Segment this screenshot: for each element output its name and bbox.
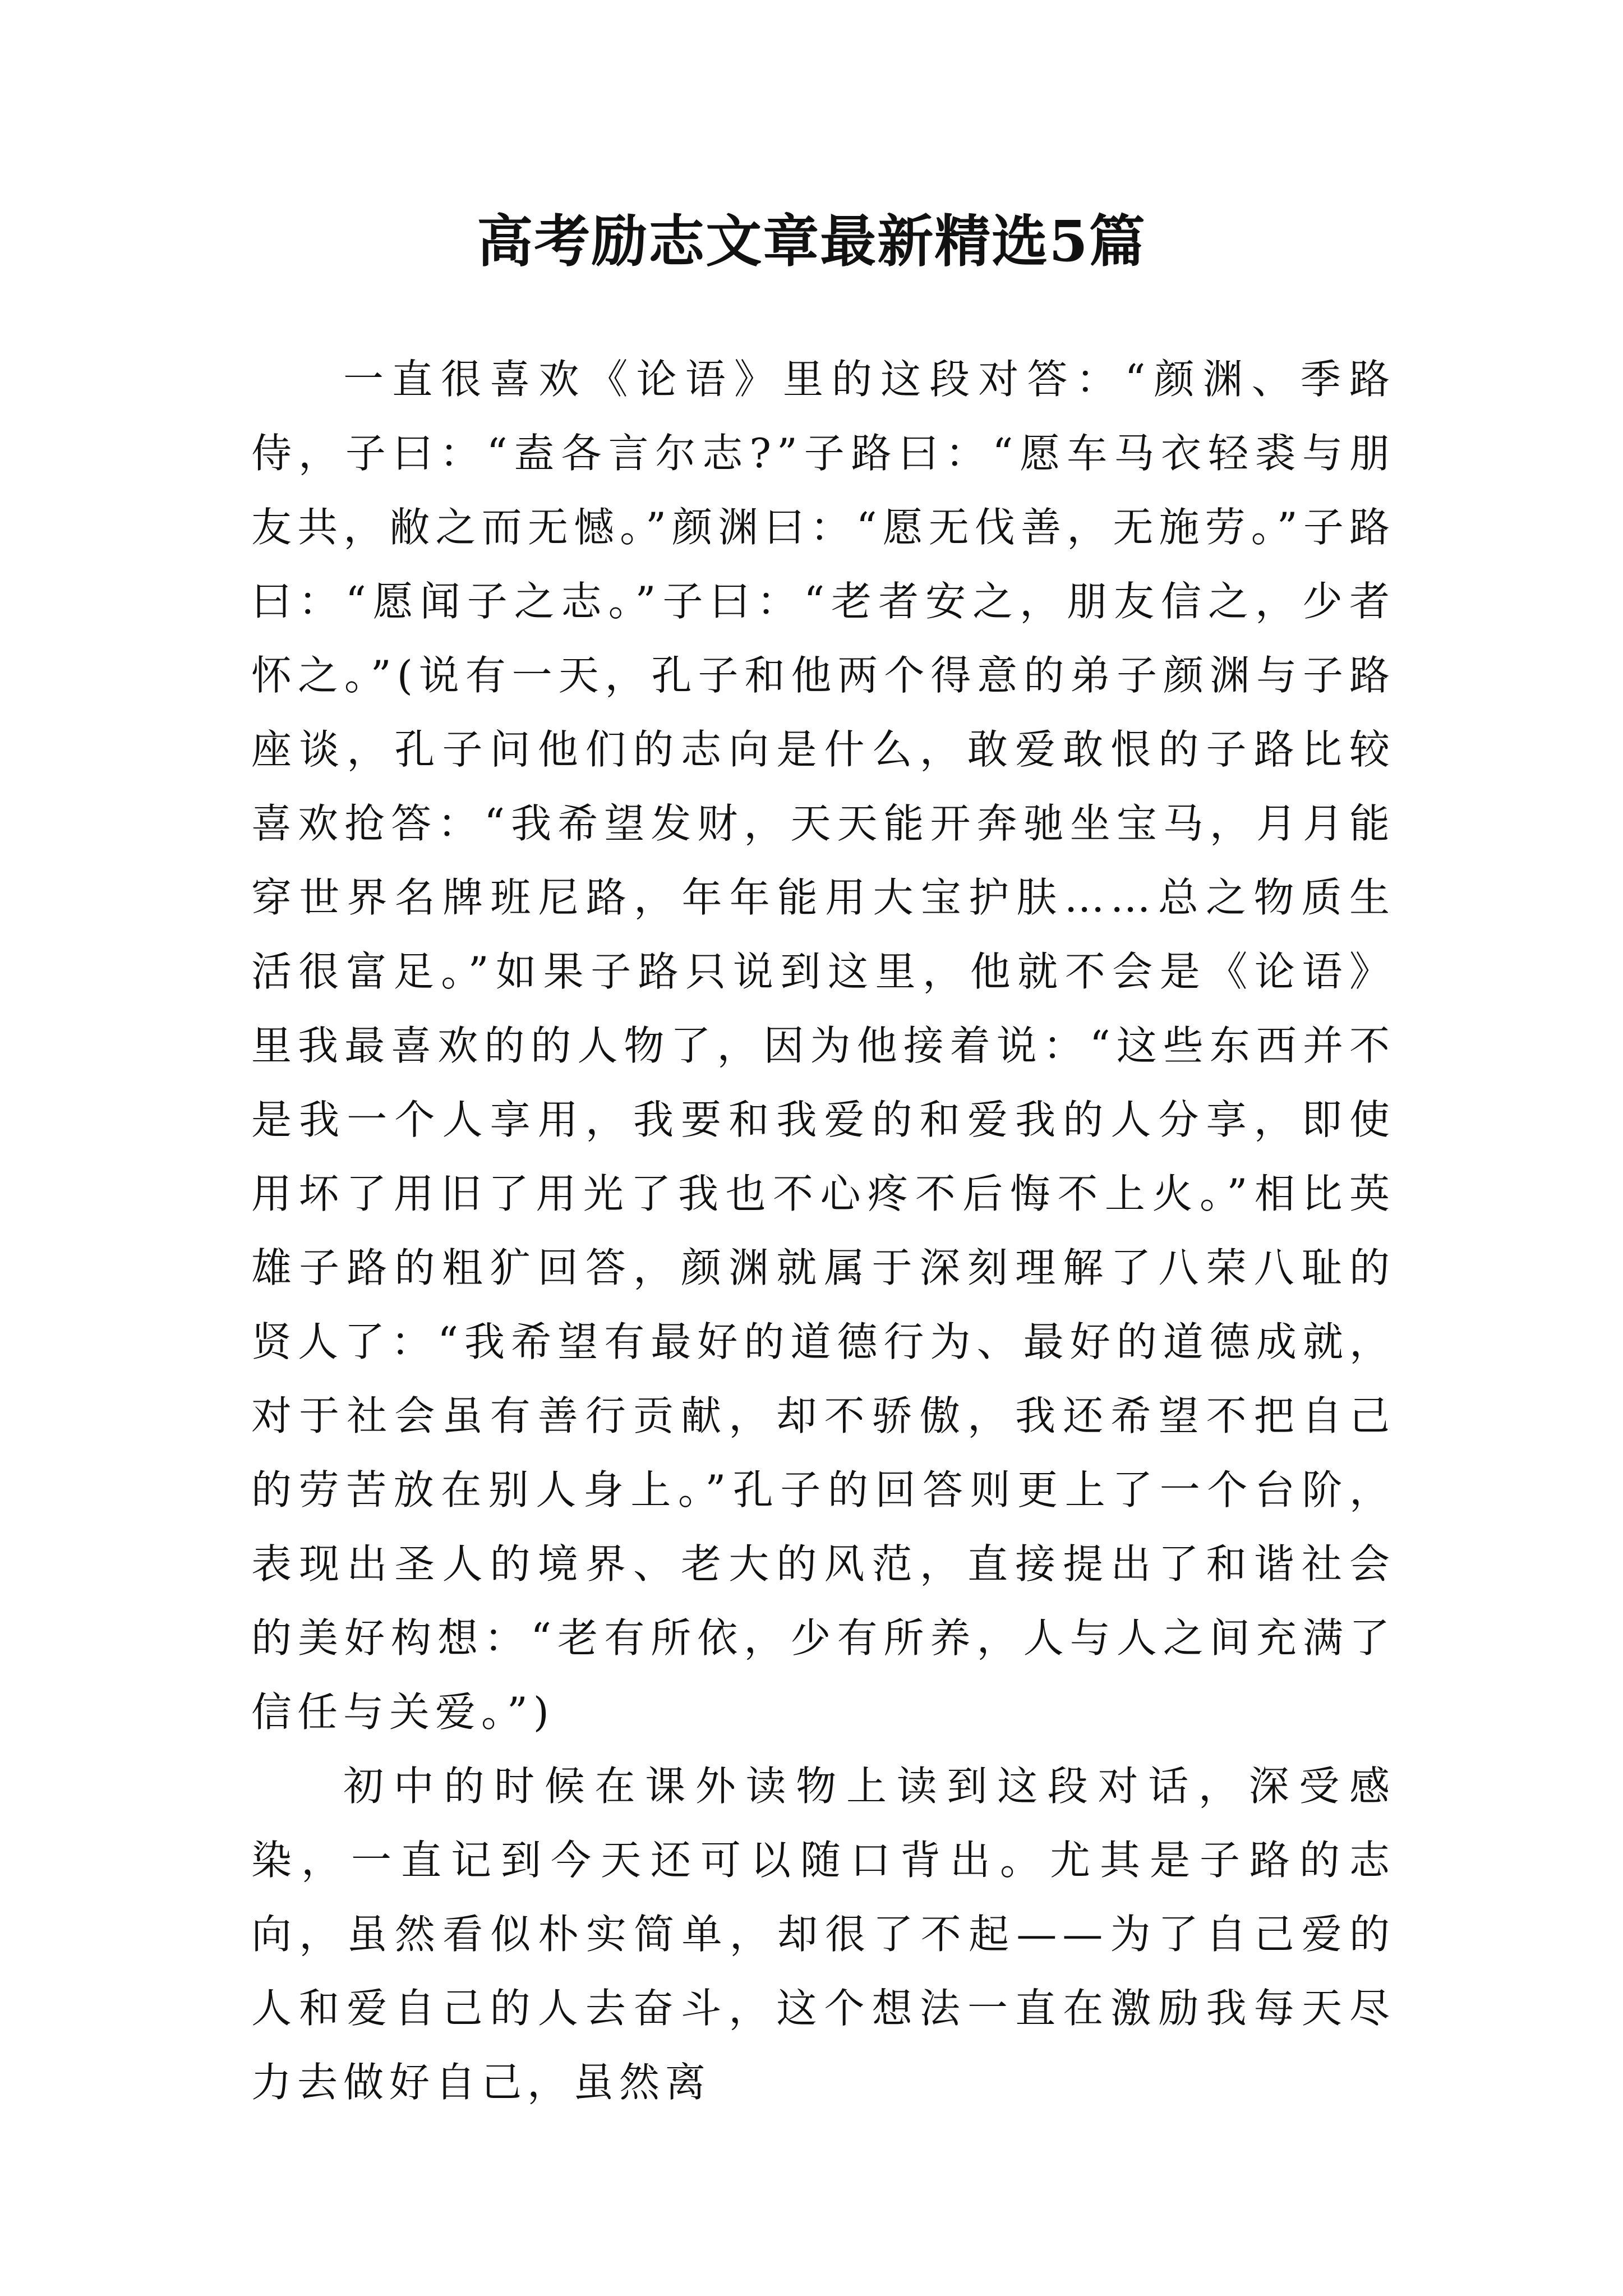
document-title: 高考励志文章最新精选5篇 — [477, 208, 1146, 274]
document-body — [251, 342, 1395, 2119]
paragraph: 一直很喜欢《论语》里的这段对答：“颜渊、季路侍，子曰：“盍各言尔志?”子路曰：“愿车马衣轻裘与朋友共，敝之而无憾。”颜渊曰：“愿无伐善，无施劳。”子路曰：“愿闻子之志。”子曰：“老者安之，朋友信之，少者怀之。”(说有一天，孔子和他两个得意的弟子颜渊与子路座谈，孔子问他们的志向是什么，敢爱敢恨的子路比较喜欢抢答：“我希望发财，天天能开奔驰坐宝马，月月能穿世界名牌班尼路，年年能用大宝护肤……总之物质生活很富足。”如果子路只说到这里，他就不会是《论语》里我最喜欢的的人物了，因为他接着说：“这些东西并不是我一个人享用，我要和我爱的和爱我的人分享，即使用坏了用旧了用光了我也不心疼不后悔不上火。”相比英雄子路的粗犷回答，颜渊就属于深刻理解了八荣八耻的贤人了：“我希望有最好的道德行为、最好的道德成就，对于社会虽有善行贡献，却不骄傲，我还希望不把自己的劳苦放在别人身上。”孔子的回答则更上了一个台阶，表现出圣人的境界、老大的风范，直接提出了和谐社会的美好构想：“老有所依，少有所养，人与人之间充满了信任与关爱。”) — [251, 356, 1395, 1736]
paragraph: 初中的时候在课外读物上读到这段对话，深受感染，一直记到今天还可以随口背出。尤其是子路的志向，虽然看似朴实简单，却很了不起——为了自己爱的人和爱自己的人去奋斗，这个想法一直在激励我每天尽力去做好自己，虽然离 — [251, 1763, 1395, 2106]
